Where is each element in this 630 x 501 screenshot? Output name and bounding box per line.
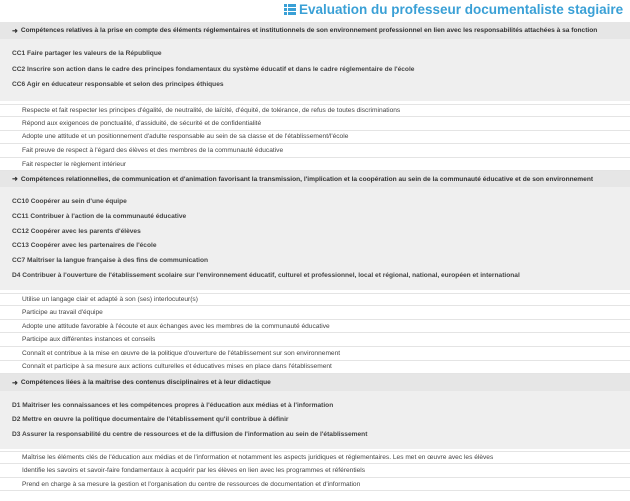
criterion-row: Adopte une attitude et un positionnement d'adulte responsable au sein de sa classe et de l'établissement/l'école xyxy=(0,131,630,145)
section-heading-text: Compétences relatives à la prise en compte des éléments réglementaires et institutionnels de son environnement professionnel en lien avec les responsabilités attachées à sa fonction xyxy=(20,27,598,34)
criterion-row: Utilise un langage clair et adapté à son (ses) interlocuteur(s) xyxy=(0,293,630,307)
competence-code: CC12 Coopérer avec les parents d'élèves xyxy=(12,227,141,235)
section-heading-text: Compétences relationnelles, de communication et d'animation favorisant la transmission, l'implication et la coopération au sein de la communauté éducative et de son environnement xyxy=(20,175,594,183)
competence-code: CC13 Coopérer avec les partenaires de l'école xyxy=(12,242,157,250)
arrow-right-icon: ➜ xyxy=(12,379,18,387)
competence-code: CC7 Maîtriser la langue française à des fins de communication xyxy=(12,257,209,265)
criterion-row: Participe au travail d'équipe xyxy=(0,306,630,320)
list-icon xyxy=(284,1,296,21)
arrow-right-icon: ➜ xyxy=(12,27,18,35)
criterion-row: Répond aux exigences de ponctualité, d'assiduité, de sécurité et de confidentialité xyxy=(0,117,630,131)
competence-code: CC10 Coopérer au sein d'une équipe xyxy=(12,198,127,206)
criterion-row: Prend en charge à sa mesure la gestion et l'organisation du centre de ressources de documentation et d'information xyxy=(0,478,630,492)
criterion-row: Identifie les savoirs et savoir-faire fondamentaux à acquérir par les élèves en lien avec les programmes et référentiels xyxy=(0,464,630,478)
criterion-row: Fait preuve de respect à l'égard des élèves et des membres de la communauté éducative xyxy=(0,144,630,158)
criteria-list xyxy=(0,101,630,172)
criteria-list xyxy=(0,449,630,492)
competence-section xyxy=(0,374,630,491)
section-heading xyxy=(0,374,630,391)
criterion-row: Connaît et participe à sa mesure aux actions culturelles et éducatives mises en place dans l'établissement xyxy=(0,361,630,375)
criterion-row: Adopte une attitude favorable à l'écoute et aux échanges avec les membres de la communauté éducative xyxy=(0,320,630,334)
competence-code: CC2 Inscrire son action dans le cadre des principes fondamentaux du système éducatif et dans le cadre réglementaire de l'école xyxy=(12,65,415,73)
page-title-text: Evaluation du professeur documentaliste stagiaire xyxy=(299,2,624,17)
competence-codes xyxy=(0,39,630,101)
competence-codes xyxy=(0,391,630,449)
competence-code: D1 Maîtriser les connaissances et les compétences propres à l'éducation aux médias et à l'information xyxy=(12,401,334,409)
section-heading-text: Compétences liées à la maîtrise des contenus disciplinaires et à leur didactique xyxy=(20,379,271,387)
criterion-row: Respecte et fait respecter les principes d'égalité, de neutralité, de laïcité, d'équité, de tolérance, de refus de toutes discriminations xyxy=(0,104,630,118)
section-heading xyxy=(0,22,630,39)
competence-code: CC6 Agir en éducateur responsable et selon des principes éthiques xyxy=(12,81,224,89)
section-heading xyxy=(0,171,630,187)
competence-section xyxy=(0,171,630,374)
competence-code: D4 Contribuer à l'ouverture de l'établissement scolaire sur l'environnement éducatif, culturel et professionnel, local et régional, national, européen et international xyxy=(12,271,520,279)
criteria-list xyxy=(0,290,630,375)
competence-code: D3 Assurer la responsabilité du centre de ressources et de la diffusion de l'information au sein de l'établissement xyxy=(12,430,368,438)
criterion-row: Fait respecter le règlement intérieur xyxy=(0,158,630,172)
page-title xyxy=(0,0,630,22)
criterion-row: Maîtrise les éléments clés de l'éducation aux médias et de l'information et notamment les aspects juridiques et réglementaires. Les met en œuvre avec les élèves xyxy=(0,451,630,465)
competence-section xyxy=(0,22,630,171)
competence-code: CC1 Faire partager les valeurs de la République xyxy=(12,50,162,58)
criterion-row: Participe aux différentes instances et conseils xyxy=(0,333,630,347)
competence-codes xyxy=(0,187,630,289)
arrow-right-icon: ➜ xyxy=(12,176,18,184)
competence-code: CC11 Contribuer à l'action de la communauté éducative xyxy=(12,213,187,220)
competence-code: D2 Mettre en œuvre la politique documentaire de l'établissement qu'il contribue à définir xyxy=(12,416,289,424)
criterion-row: Connaît et contribue à la mise en œuvre de la politique d'ouverture de l'établissement sur son environnement xyxy=(0,347,630,361)
